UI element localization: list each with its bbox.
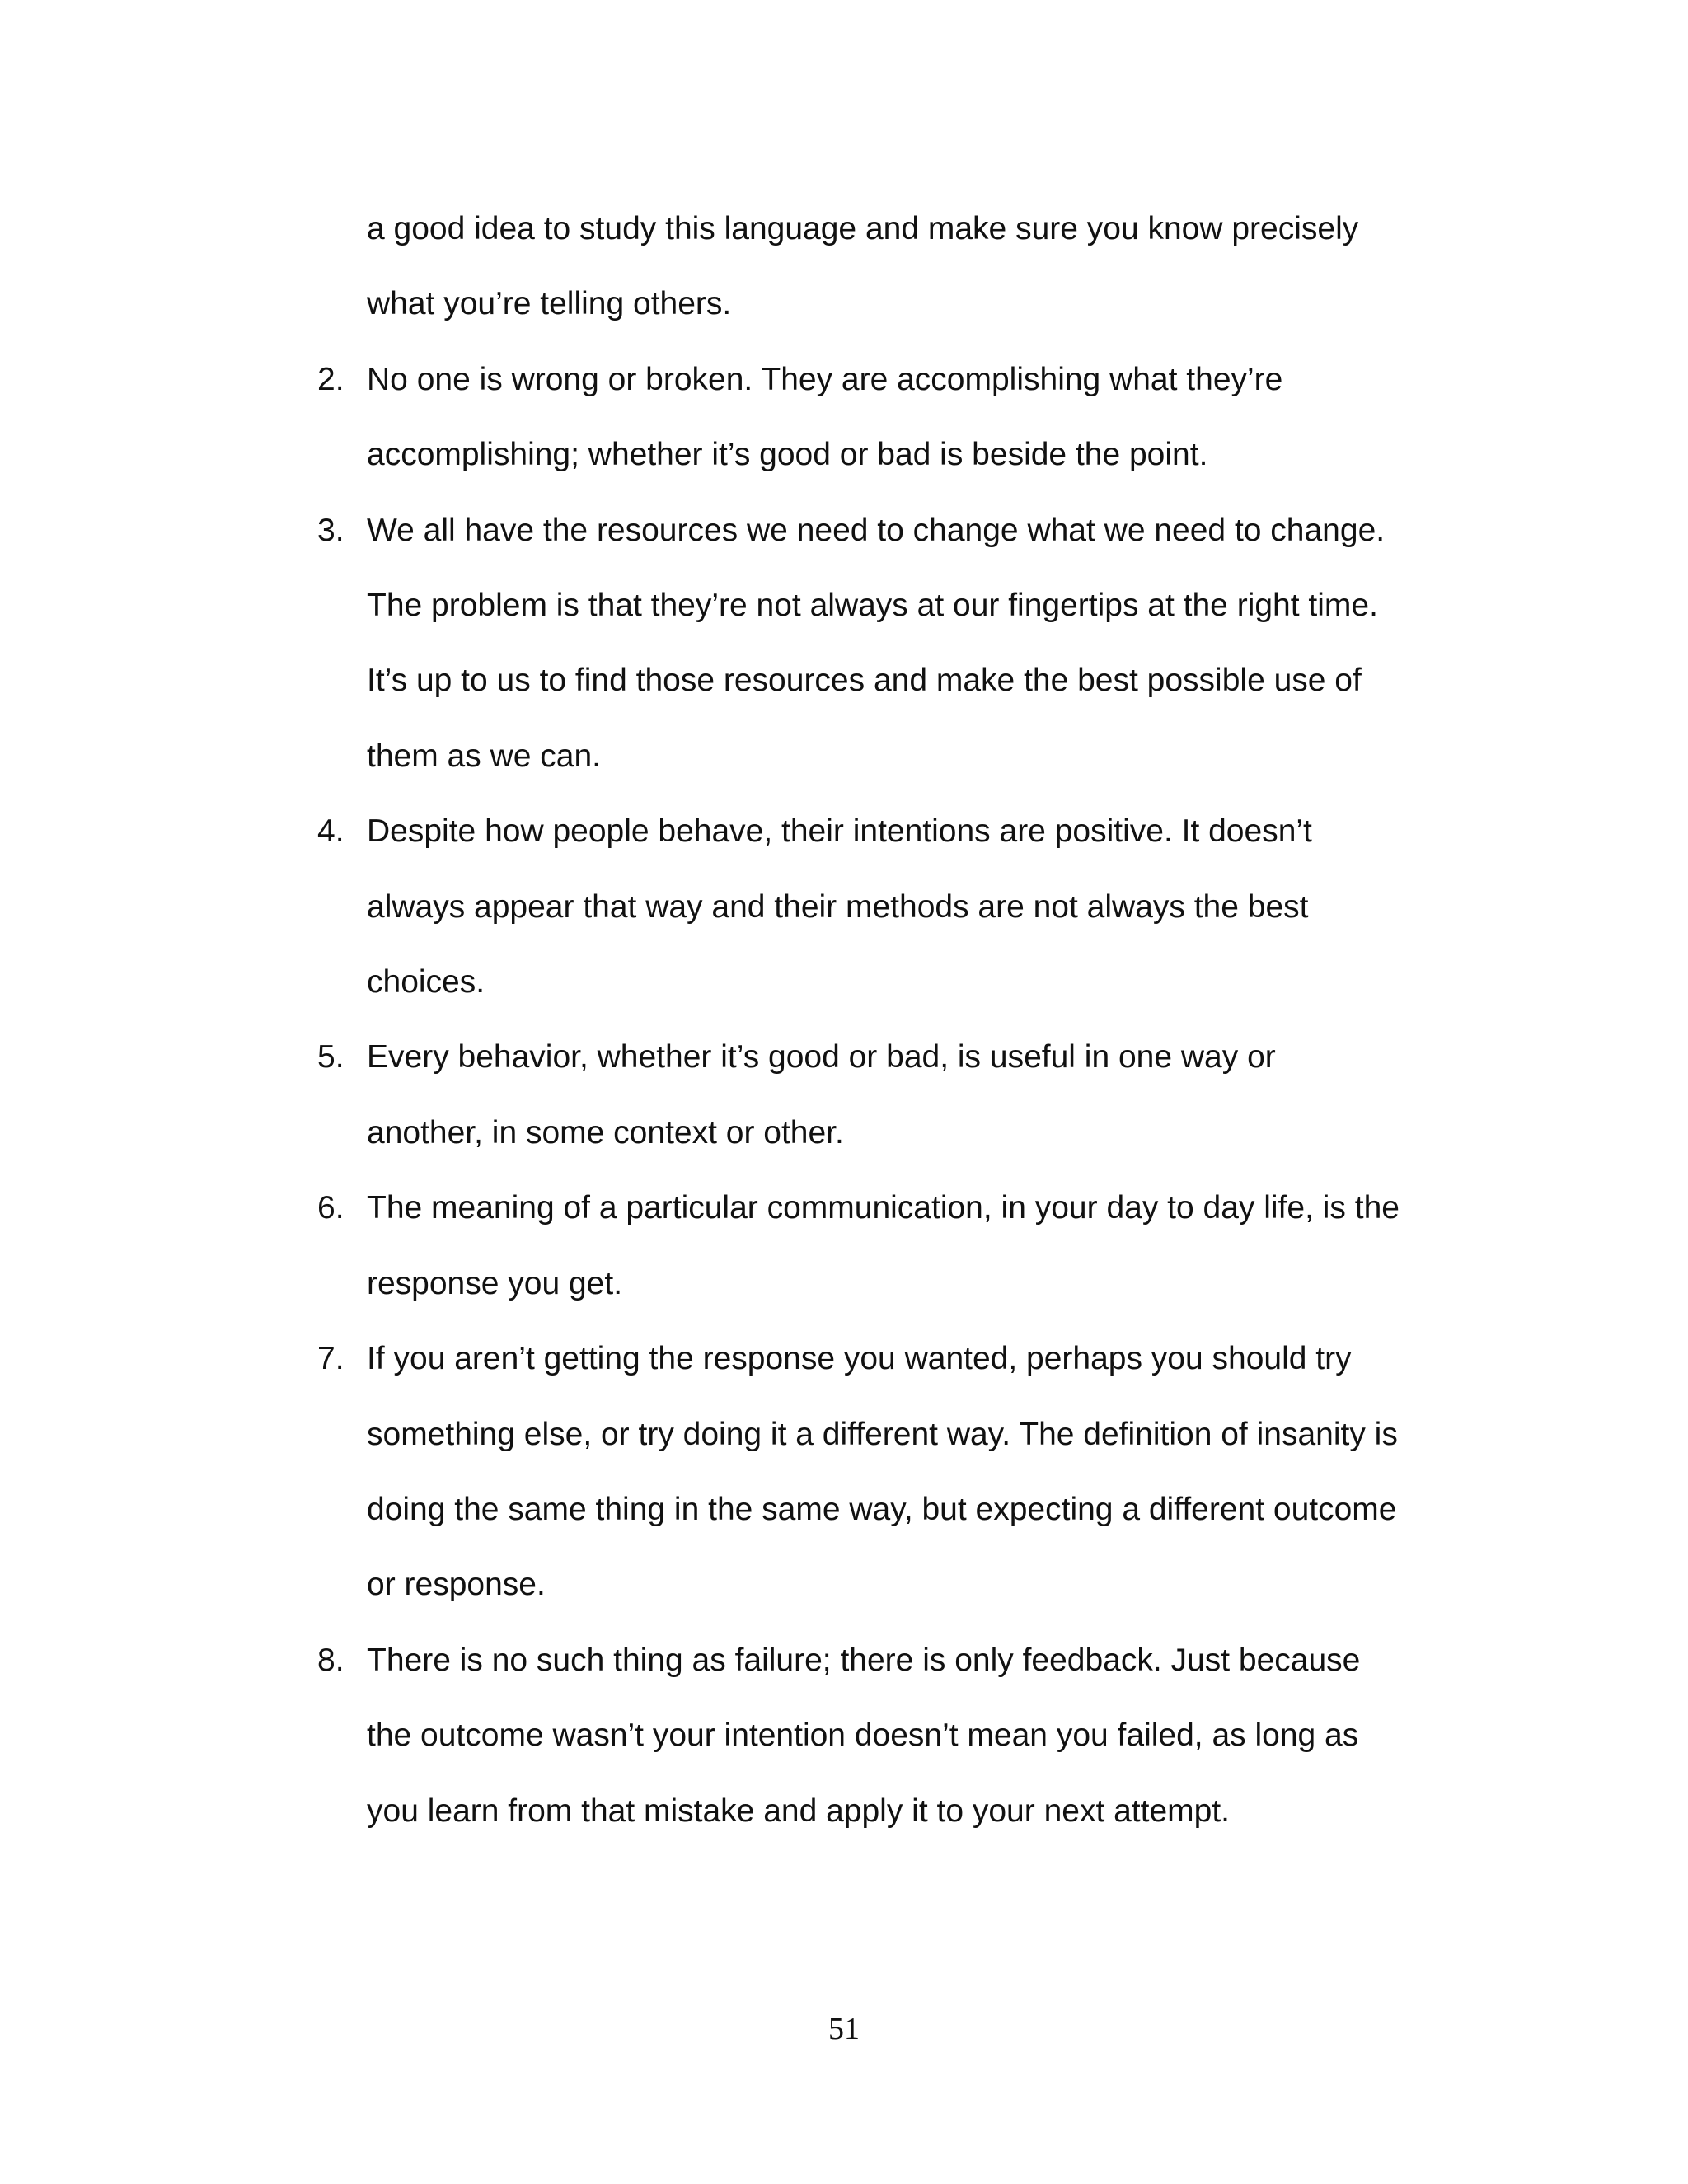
list-item-number: 3. [317,512,345,548]
text-line: No one is wrong or broken. They are accomplishing what they’re [367,361,1283,397]
numbered-list [317,342,1438,1849]
text-line: If you aren’t getting the response you wanted, perhaps you should try [367,1341,1352,1377]
text-line: something else, or try doing it a different way. The definition of insanity is [367,1416,1398,1452]
text-line: Despite how people behave, their intentions are positive. It doesn’t [367,813,1312,850]
list-item-number: 6. [317,1190,345,1226]
text-line: the outcome wasn’t your intention doesn’t mean you failed, as long as [367,1718,1359,1754]
text-line: It’s up to us to find those resources and make the best possible use of [367,663,1362,699]
text-line: The meaning of a particular communication, in your day to day life, is the [367,1190,1400,1226]
list-item [317,794,1438,1019]
text-line: another, in some context or other. [367,1114,844,1151]
text-line: response you get. [367,1265,623,1301]
text-line: accomplishing; whether it’s good or bad is beside the point. [367,437,1208,473]
list-item [317,1019,1438,1170]
list-item-number: 4. [317,813,345,850]
text-line: Every behavior, whether it’s good or bad, is useful in one way or [367,1039,1276,1076]
list-item-number: 7. [317,1341,345,1377]
list-item [317,493,1438,794]
continuation-paragraph [367,191,1438,342]
list-item [317,342,1438,493]
list-item-number: 2. [317,361,345,397]
text-line: We all have the resources we need to change what we need to change. [367,512,1386,548]
list-item [317,1321,1438,1623]
text-line: always appear that way and their methods are not always the best [367,888,1309,925]
text-line: doing the same thing in the same way, but expecting a different outcome [367,1491,1397,1527]
text-line: what you’re telling others. [367,286,732,322]
text-line: or response. [367,1567,546,1603]
text-line: choices. [367,964,485,1001]
text-line: a good idea to study this language and make sure you know precisely [367,211,1359,246]
page-number: 51 [828,2012,860,2046]
list-item-number: 8. [317,1642,345,1678]
page-body [317,191,1438,1849]
text-line: them as we can. [367,738,601,774]
list-item-number: 5. [317,1039,345,1076]
text-line: you learn from that mistake and apply it to your next attempt. [367,1793,1231,1829]
text-line: There is no such thing as failure; there is only feedback. Just because [367,1642,1361,1678]
list-item [317,1170,1438,1321]
list-item [317,1623,1438,1849]
text-line: The problem is that they’re not always at our fingertips at the right time. [367,588,1378,624]
